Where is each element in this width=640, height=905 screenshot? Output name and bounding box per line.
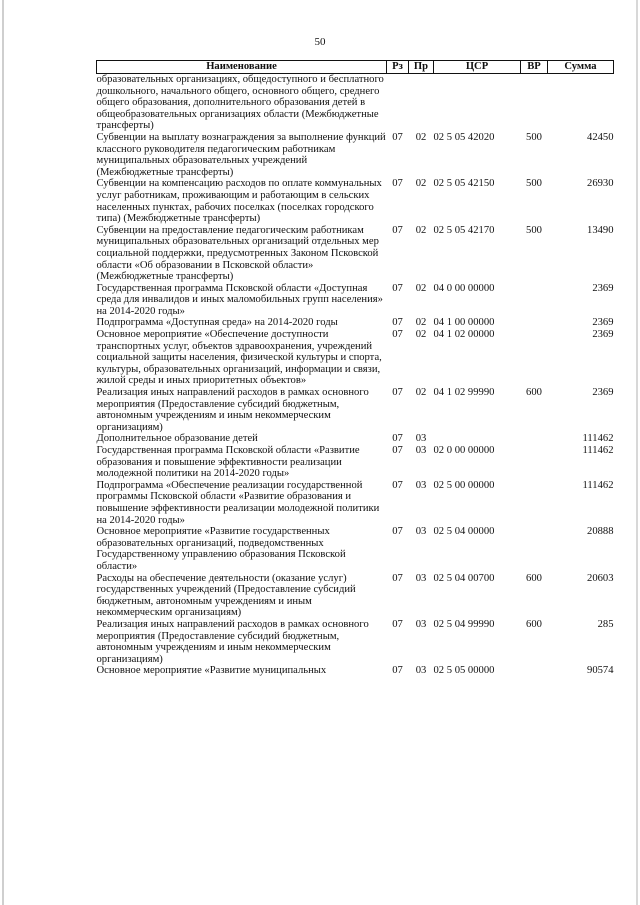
cell-pr: 02 bbox=[415, 178, 427, 190]
cell-vr: 600 bbox=[526, 618, 542, 630]
cell-name: Государственная программа Псковской области «Развитие образования и повышение эффективности реализации молодежной политики на 2014-2020 годы» bbox=[96, 445, 360, 480]
header-sum: Сумма bbox=[548, 61, 614, 74]
cell-pr: 02 bbox=[415, 329, 427, 341]
cell-name: Государственная программа Псковской области «Доступная среда для инвалидов и иных маломобильных групп населения» на 2014-2020 годы» bbox=[96, 282, 383, 317]
table-header bbox=[97, 61, 614, 74]
cell-name: Субвенции на выплату вознаграждения за выполнение функций классного руководителя педагогическим работникам муниципальных образовательных учреждений (Межбюджетные трансферты) bbox=[96, 131, 386, 178]
cell-vr bbox=[521, 526, 548, 572]
cell-csr: 02 5 00 00000 bbox=[433, 479, 495, 491]
cell-pr: 03 bbox=[415, 572, 427, 584]
cell-sum: 2369 bbox=[592, 317, 614, 329]
table-row bbox=[97, 480, 614, 526]
scan-edge-right bbox=[636, 0, 638, 905]
cell-name: Реализация иных направлений расходов в рамках основного мероприятия (Предоставление субсидий бюджетным, автономным учреждениям и иным некоммерческим организациям) bbox=[96, 387, 369, 433]
cell-rz: 07 bbox=[392, 479, 403, 491]
cell-csr bbox=[434, 433, 521, 445]
cell-pr: 02 bbox=[415, 317, 427, 329]
header-pr: Пр bbox=[409, 61, 434, 74]
cell-sum: 42450 bbox=[587, 131, 614, 143]
cell-sum: 111462 bbox=[582, 445, 614, 456]
cell-name: Основное мероприятие «Развитие муниципальных bbox=[96, 665, 327, 677]
cell-rz: 07 bbox=[392, 387, 403, 399]
cell-csr: 02 5 05 00000 bbox=[433, 665, 495, 677]
cell-rz: 07 bbox=[392, 131, 403, 143]
cell-vr: 600 bbox=[526, 387, 542, 399]
cell-sum: 20888 bbox=[587, 526, 614, 538]
cell-vr bbox=[521, 480, 548, 526]
cell-name: Расходы на обеспечение деятельности (оказание услуг) государственных учреждений (Предоставление субсидий бюджетным, автономным учреждениям и иным некоммерческим организациям) bbox=[96, 572, 356, 619]
cell-pr: 03 bbox=[415, 526, 427, 538]
cell-csr: 02 5 04 00700 bbox=[433, 572, 495, 584]
cell-pr: 03 bbox=[415, 665, 427, 677]
cell-pr bbox=[409, 74, 434, 132]
table-row bbox=[97, 74, 614, 132]
table-row bbox=[97, 132, 614, 178]
table-row bbox=[97, 445, 614, 480]
cell-csr: 04 0 00 00000 bbox=[433, 282, 495, 294]
cell-vr bbox=[521, 283, 548, 318]
cell-vr: 500 bbox=[526, 178, 542, 190]
cell-pr: 03 bbox=[415, 445, 427, 456]
cell-vr bbox=[521, 74, 548, 132]
cell-csr bbox=[434, 74, 521, 132]
table-row bbox=[97, 283, 614, 318]
cell-rz: 07 bbox=[392, 433, 403, 445]
cell-sum: 2369 bbox=[592, 282, 614, 294]
cell-pr: 02 bbox=[415, 387, 427, 399]
cell-vr: 500 bbox=[526, 224, 542, 236]
cell-rz: 07 bbox=[392, 572, 403, 584]
cell-name: Реализация иных направлений расходов в рамках основного мероприятия (Предоставление субсидий бюджетным, автономным учреждениям и иным некоммерческим организациям) bbox=[96, 618, 369, 665]
cell-sum: 20603 bbox=[587, 572, 614, 584]
cell-name: Основное мероприятие «Обеспечение доступности транспортных услуг, объектов здравоохранения, учреждений социальной защиты населения, физической культуры и спорта, культуры, образовательных организаций, информации и связи, жилой среды и иных приоритетных объектов» bbox=[96, 329, 382, 387]
table-row bbox=[97, 573, 614, 619]
header-rz: Рз bbox=[387, 61, 409, 74]
cell-name: Подпрограмма «Обеспечение реализации государственной программы Псковской области «Развитие образования и повышение эффективности реализации молодежной политики на 2014-2020 годы» bbox=[96, 479, 380, 526]
cell-rz: 07 bbox=[392, 526, 403, 538]
cell-name: образовательных организациях, общедоступного и бесплатного дошкольного, начального общего, основного общего, среднего общего образования, дополнительного образования детей в общеобразовательных организациях области (Межбюджетные трансферты) bbox=[96, 74, 384, 132]
cell-rz: 07 bbox=[392, 445, 403, 456]
cell-csr: 02 5 05 42020 bbox=[433, 131, 495, 143]
cell-rz: 07 bbox=[392, 282, 403, 294]
header-vr: ВР bbox=[521, 61, 548, 74]
cell-sum: 26930 bbox=[587, 178, 614, 190]
header-name: Наименование bbox=[97, 61, 387, 74]
cell-rz: 07 bbox=[392, 329, 403, 341]
table-row bbox=[97, 387, 614, 433]
table-row bbox=[97, 665, 614, 677]
cell-csr: 02 5 04 00000 bbox=[433, 526, 495, 538]
header-csr: ЦСР bbox=[434, 61, 521, 74]
cell-pr: 03 bbox=[415, 479, 427, 491]
cell-pr: 02 bbox=[415, 224, 427, 236]
cell-rz: 07 bbox=[392, 224, 403, 236]
page-number: 50 bbox=[314, 36, 326, 48]
cell-name: Подпрограмма «Доступная среда» на 2014-2020 годы bbox=[96, 317, 338, 329]
cell-vr bbox=[521, 317, 548, 329]
cell-name: Субвенции на компенсацию расходов по оплате коммунальных услуг работникам, проживающим и работающим в сельских населенных пунктах, рабочих поселках (поселках городского типа) (Межбюджетные трансферты) bbox=[96, 178, 382, 225]
table-row bbox=[97, 225, 614, 283]
cell-csr: 04 1 02 00000 bbox=[433, 329, 495, 341]
table-row bbox=[97, 178, 614, 224]
cell-pr: 02 bbox=[415, 282, 427, 294]
cell-pr: 03 bbox=[415, 433, 427, 445]
cell-csr: 04 1 00 00000 bbox=[433, 317, 495, 329]
budget-table bbox=[96, 60, 614, 677]
cell-sum bbox=[548, 74, 614, 132]
cell-vr: 600 bbox=[526, 572, 542, 584]
cell-csr: 02 5 05 42150 bbox=[433, 178, 495, 190]
cell-sum: 90574 bbox=[587, 665, 614, 677]
cell-rz: 07 bbox=[392, 317, 403, 329]
cell-name: Дополнительное образование детей bbox=[96, 433, 258, 445]
cell-rz: 07 bbox=[392, 618, 403, 630]
cell-vr bbox=[521, 329, 548, 387]
cell-sum: 111462 bbox=[582, 479, 614, 491]
cell-vr bbox=[521, 433, 548, 445]
cell-csr: 02 0 00 00000 bbox=[433, 445, 495, 456]
header-row bbox=[97, 61, 614, 74]
cell-vr: 500 bbox=[526, 131, 542, 143]
cell-csr: 02 5 04 99990 bbox=[433, 618, 495, 630]
table-row bbox=[97, 433, 614, 445]
cell-rz: 07 bbox=[392, 665, 403, 677]
table-row bbox=[97, 526, 614, 572]
table-row bbox=[97, 317, 614, 329]
cell-pr: 03 bbox=[415, 618, 427, 630]
cell-sum: 13490 bbox=[587, 224, 614, 236]
cell-sum: 2369 bbox=[592, 387, 614, 399]
cell-sum: 2369 bbox=[592, 329, 614, 341]
cell-vr bbox=[521, 445, 548, 480]
table-body bbox=[97, 74, 614, 677]
scan-edge-left bbox=[2, 0, 4, 905]
cell-pr: 02 bbox=[415, 131, 427, 143]
table-row bbox=[97, 329, 614, 387]
cell-vr bbox=[521, 665, 548, 677]
cell-name: Субвенции на предоставление педагогическим работникам муниципальных образовательных организаций отдельных мер социальной поддержки, предусмотренных Законом Псковской области «Об образовании в Псковской области» (Межбюджетные трансферты) bbox=[96, 224, 379, 283]
cell-rz bbox=[387, 74, 409, 132]
cell-sum: 111462 bbox=[582, 433, 614, 445]
cell-csr: 04 1 02 99990 bbox=[433, 387, 495, 399]
cell-sum: 285 bbox=[597, 618, 614, 630]
cell-rz: 07 bbox=[392, 178, 403, 190]
cell-csr: 02 5 05 42170 bbox=[433, 224, 495, 236]
table-row bbox=[97, 619, 614, 665]
cell-name: Основное мероприятие «Развитие государственных образовательных организаций, подведомственных Государственному управлению образования Псковской области» bbox=[96, 526, 346, 572]
